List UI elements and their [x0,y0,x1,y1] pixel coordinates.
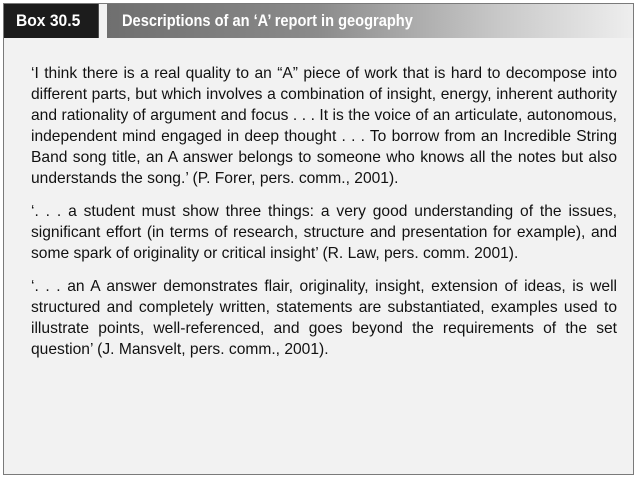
box-title-bar [107,4,633,38]
quote-paragraph-law: ‘. . . a student must show three things: a very good understanding of the issues, significant effort (in terms of research, structure and presentation for example), and some spark of originality or critical insight’ (R. Law, pers. comm. 2001). [31,203,617,262]
quote-paragraph-mansvelt: ‘. . . an A answer demonstrates flair, originality, insight, extension of ideas, is well structured and completely written, statements are substantiated, examples used to illustrate points, well-referenced, and goes beyond the requirements of the set question’ (J. Mansvelt, pers. comm., 2001). [31,278,617,358]
text-box [3,3,634,475]
box-title: Descriptions of an ‘A’ report in geography [122,11,413,30]
box-content [31,63,617,372]
quote-paragraph-forer: ‘I think there is a real quality to an “A” piece of work that is hard to decompose into different parts, but which involves a combination of insight, energy, inherent authority and rationality of argument and focus . . . It is the voice of an articulate, autonomous, independent mind engaged in deep thought . . . To borrow from an Incredible String Band song title, an A answer belongs to someone who knows all the notes but also understands the song.’ (P. Forer, pers. comm., 2001). [31,65,617,187]
box-number-label: Box 30.5 [4,4,99,38]
box-header [4,4,633,38]
